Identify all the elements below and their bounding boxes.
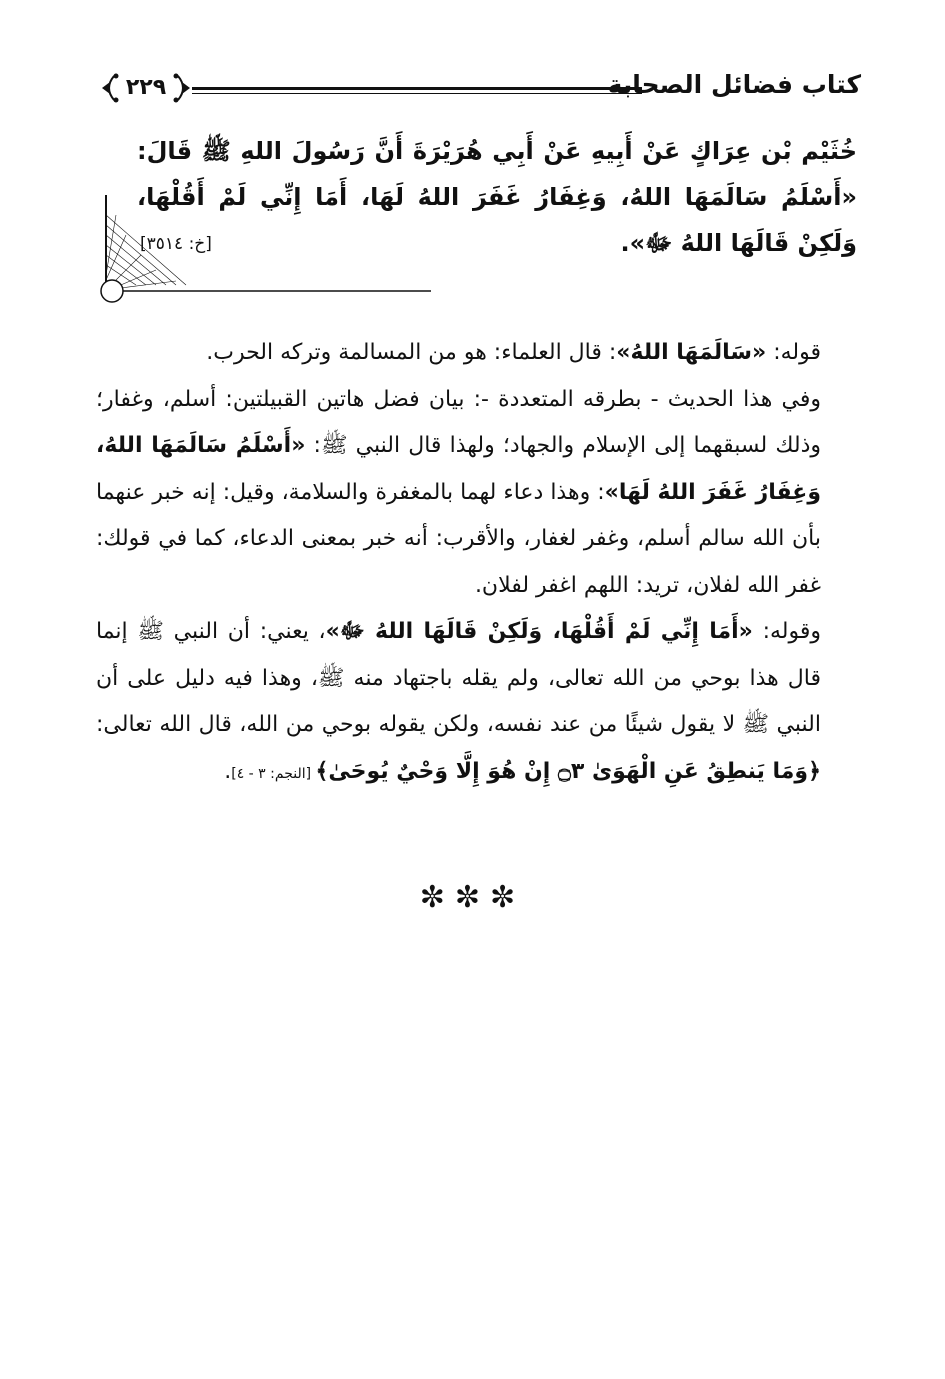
quoted-phrase: «أَسْلَمُ سَالَمَهَا اللهُ، وَغِفَارُ غَفَرَ اللهُ لَهَا» — [96, 433, 822, 505]
section-separator: ✼✼✼ — [419, 880, 526, 915]
paragraph-text: : وهذا دعاء لهما بالمغفرة والسلامة، وقيل: إنه خبر عنهما بأن الله سالم أسلم، وغفر لغفار، والأقرب: أنه خبر بمعنى الدعاء، كما في قولك: غفر الله لفلان، تريد: اللهم اغفر لفلان. — [96, 479, 821, 598]
hadith-reference: [خ: ٣٥١٤] — [140, 234, 212, 254]
commentary-paragraph-1 — [96, 330, 861, 377]
commentary — [96, 330, 861, 797]
quran-verse: ﴿وَمَا يَنطِقُ عَنِ الْهَوَىٰ ۝٣ إِنْ هُوَ إِلَّا وَحْيٌ يُوحَىٰ﴾ — [315, 758, 821, 784]
quoted-phrase: «سَالَمَهَا اللهُ» — [616, 340, 767, 365]
header-rule-thin — [192, 93, 642, 94]
commentary-paragraph-2 — [96, 377, 861, 610]
quoted-phrase: «أَمَا إِنِّي لَمْ أَقُلْهَا، وَلَكِنْ قَالَهَا اللهُ ﷻ» — [325, 619, 753, 644]
header-rule — [192, 87, 642, 90]
paragraph-text: ، يعني: أن النبي ﷺ إنما قال هذا بوحي من الله تعالى، ولم يقله باجتهاد منه ﷺ، وهذا فيه دليل على أن النبي ﷺ لا يقول شيئًا من عند نفسه، ولكن يقوله بوحي من الله، قال الله تعالى: — [96, 619, 821, 737]
verse-reference: [النجم: ٣ - ٤] — [231, 765, 316, 782]
paragraph-text: وفي هذا الحديث - بطرقه المتعددة -: بيان فضل هاتين القبيلتين: أسلم، وغفار؛ وذلك لسبقهما إلى الإسلام والجهاد؛ ولهذا قال النبي ﷺ: — [96, 386, 822, 458]
quote-label: قوله: — [766, 340, 821, 365]
paragraph-end: . — [224, 758, 232, 784]
paragraph-text: : قال العلماء: هو من المسالمة وتركه الحرب. — [206, 340, 617, 365]
quote-label: وقوله: — [752, 619, 821, 644]
corner-ornament-icon — [96, 195, 436, 305]
commentary-paragraph-3 — [96, 609, 861, 797]
page-number: ٢٢٩ — [125, 75, 167, 100]
page-number-frame — [96, 68, 196, 108]
book-title: كتاب فضائل الصحابة — [607, 70, 861, 99]
hadith-paragraph: خُثَيْم بْن عِرَاكٍ عَنْ أَبِيهِ عَنْ أَبِي هُرَيْرَةَ أَنَّ رَسُولَ اللهِ ﷺ قَالَ: «أَسْلَمُ سَالَمَهَا اللهُ، وَغِفَارُ غَفَرَ اللهُ لَهَا، أَمَا إِنِّي لَمْ أَقُلْهَا، وَلَكِنْ قَالَهَا اللهُ ﷻ». — [137, 137, 857, 257]
